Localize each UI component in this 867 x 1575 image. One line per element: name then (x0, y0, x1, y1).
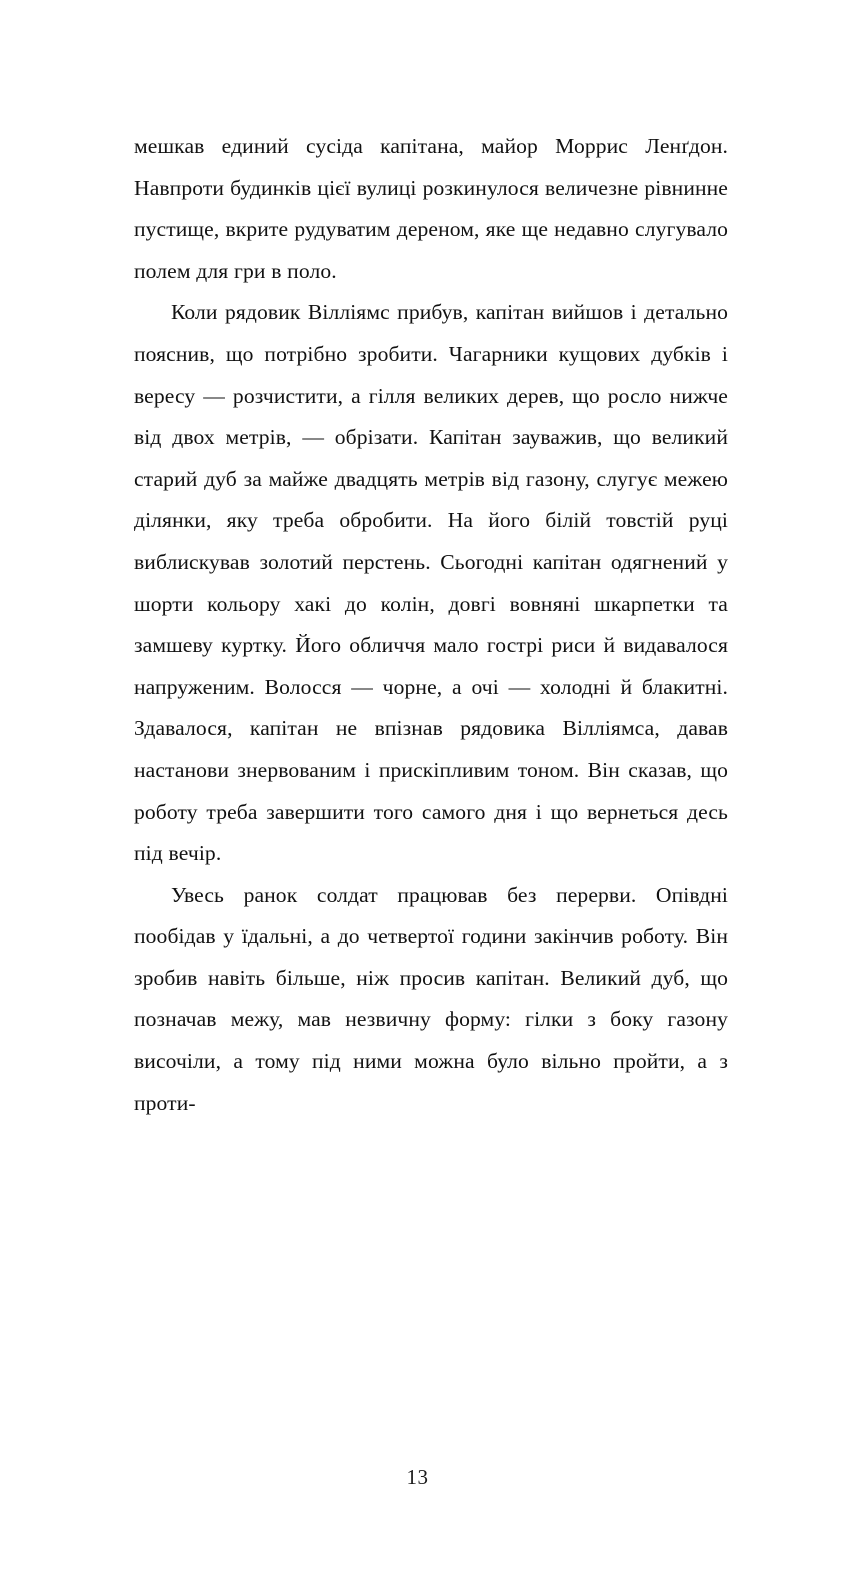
paragraph-continuation: мешкав единий сусіда капітана, майор Моррис Ленґдон. Навпроти будинків цієї вулиці розкинулося величезне рівнинне пустище, вкрите рудуватим дереном, яке ще недавно слугувало полем для гри в поло. (134, 134, 728, 283)
page-number-folio: 13 (406, 1465, 429, 1489)
paragraph-second: Коли рядовик Вілліямс прибув, капітан вийшов і детально пояснив, що потрібно зробити. Чагарники кущових дубків і вересу — розчистити, а гілля великих дерев, що росло нижче від двох метрів, — обрізати. Капітан зауважив, що великий старий дуб за майже двадцять метрів від газону, слугує межею ділянки, яку треба обробити. На його білій товстій руці виблискував золотий перстень. Сьогодні капітан одягнений у шорти кольору хакі до колін, довгі вовняні шкарпетки та замшеву куртку. Його обличчя мало гострі риси й видавалося напруженим. Волосся — чорне, а очі — холодні й блакитні. Здавалося, капітан не впізнав рядовика Вілліямса, давав настанови знервованим і прискіпливим тоном. Він сказав, що роботу треба завершити того самого дня і що вернеться десь під вечір. (134, 300, 728, 866)
paragraph-third: Увесь ранок солдат працював без перерви. Опівдні пообідав у їдальні, а до четвертої години закінчив роботу. Він зробив навіть більше, ніж просив капітан. Великий дуб, що позначав межу, мав незвичну форму: гілки з боку газону височіли, а тому під ними можна було вільно пройти, а з проти- (134, 882, 728, 1115)
body-text-column (134, 126, 728, 1124)
